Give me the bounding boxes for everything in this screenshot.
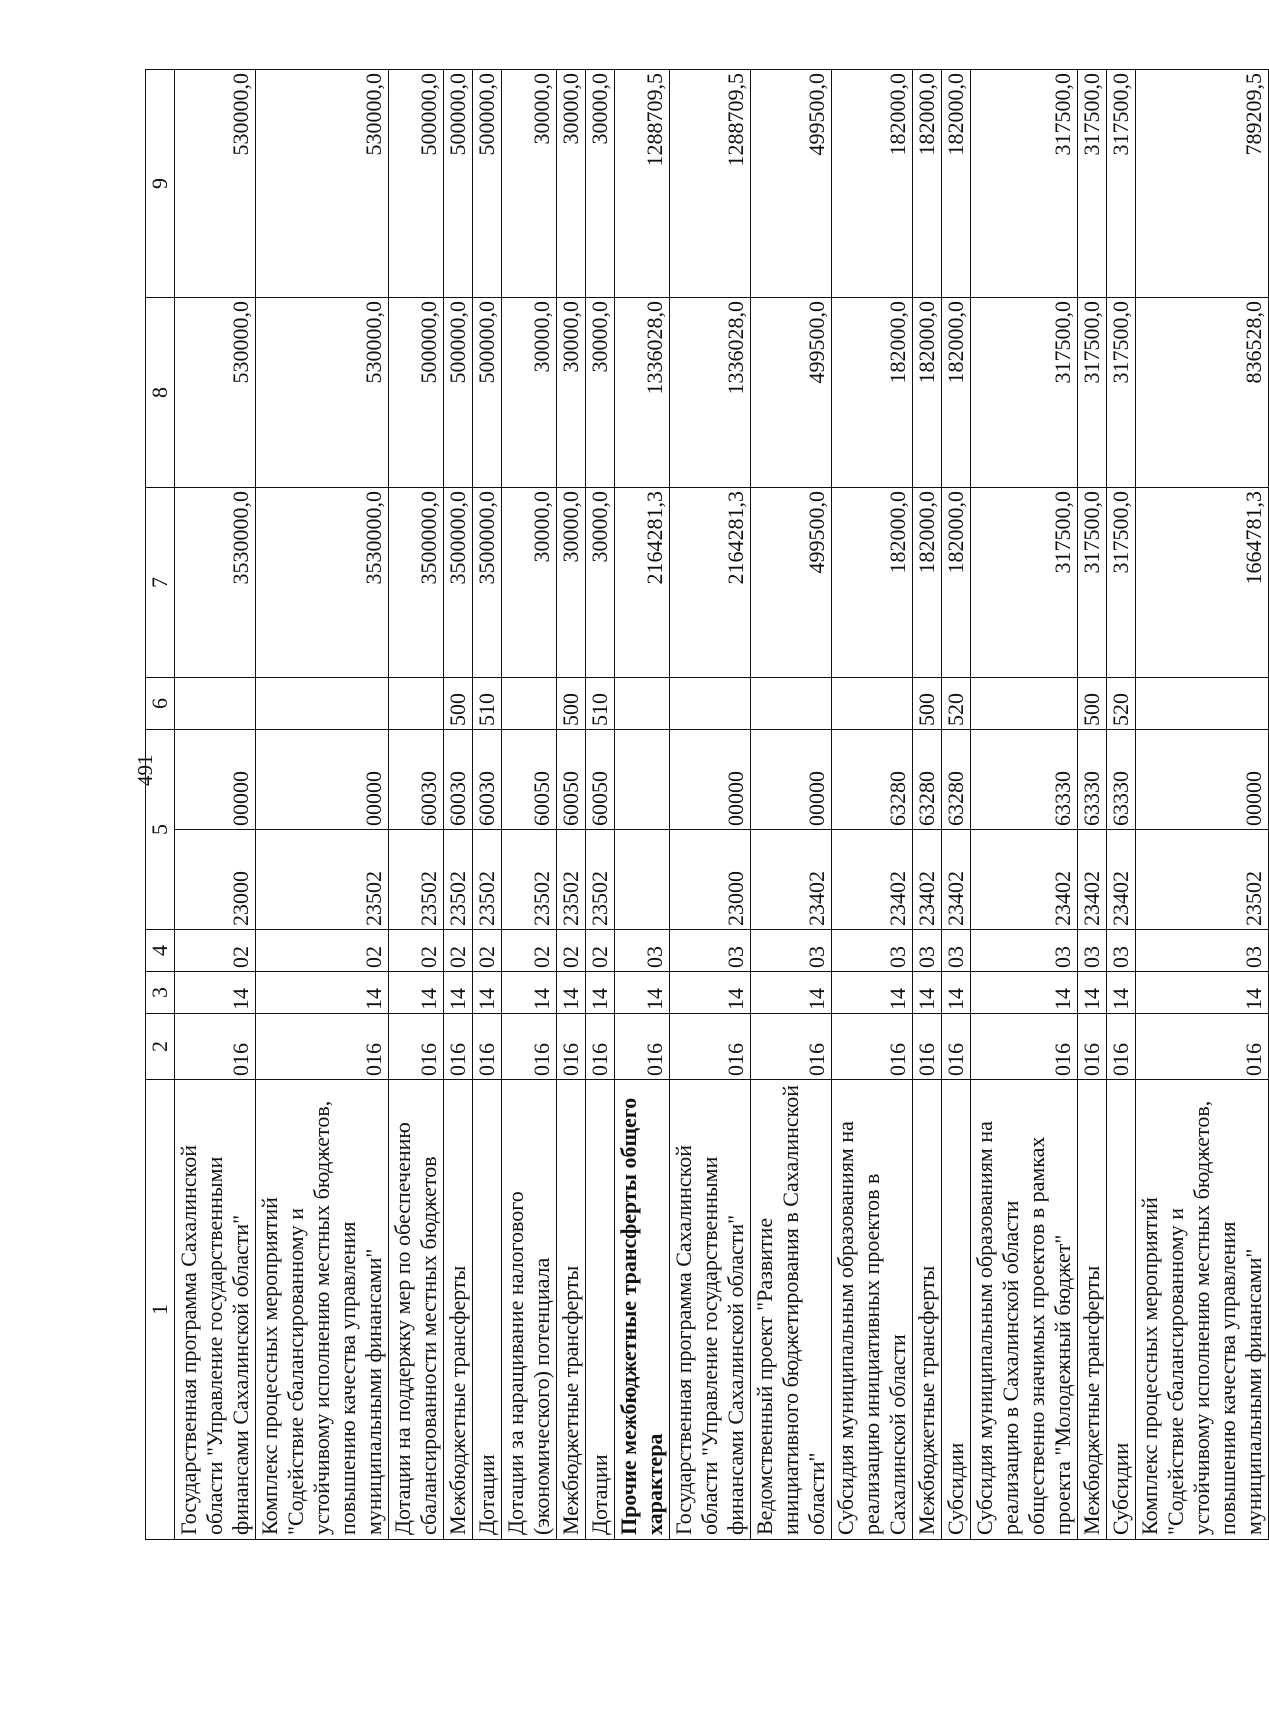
code-section-cell: 14 [670, 972, 751, 1014]
table-row [1136, 70, 1269, 1540]
row-name-cell: Субсидия муниципальным образованиям на реализацию инициативных проектов в Сахалинской области [832, 1080, 913, 1540]
row-name-cell: Дотации на поддержку мер по обеспечению сбалансированности местных бюджетов [389, 1080, 444, 1540]
amount-year-1-cell: 182000,0 [832, 488, 913, 678]
row-name-cell: Межбюджетные трансферты [557, 1080, 586, 1540]
table-row [473, 70, 502, 1540]
code-admin-cell: 016 [389, 1014, 444, 1080]
table-row [615, 70, 670, 1540]
code-section-cell: 14 [971, 972, 1078, 1014]
target-article-b-cell: 00000 [175, 730, 256, 830]
target-article-b-cell: 60050 [502, 730, 557, 830]
header-col-1: 1 [146, 1080, 175, 1540]
code-subsection-cell: 03 [615, 930, 670, 972]
row-name-cell: Межбюджетные трансферты [913, 1080, 942, 1540]
code-admin-cell: 016 [256, 1014, 389, 1080]
header-col-5: 5 [146, 730, 175, 930]
amount-year-2-cell: 530000,0 [256, 298, 389, 488]
amount-year-2-cell: 1336028,0 [615, 298, 670, 488]
amount-year-2-cell: 500000,0 [473, 298, 502, 488]
header-row [146, 70, 175, 1540]
target-article-a-cell: 23402 [1078, 830, 1107, 930]
target-article-a-cell: 23502 [256, 830, 389, 930]
row-name-cell: Комплекс процессных мероприятий "Содействие сбалансированному и устойчивому исполнению местных бюджетов, повышению качества управления муниципальными финансами" [256, 1080, 389, 1540]
amount-year-3-cell: 500000,0 [444, 70, 473, 298]
table-row [175, 70, 256, 1540]
code-section-cell: 14 [473, 972, 502, 1014]
target-article-b-cell [615, 730, 670, 830]
code-admin-cell: 016 [1107, 1014, 1136, 1080]
code-admin-cell: 016 [473, 1014, 502, 1080]
amount-year-1-cell: 182000,0 [942, 488, 971, 678]
expense-type-cell: 500 [1078, 678, 1107, 730]
table-body [175, 70, 1269, 1540]
amount-year-2-cell: 30000,0 [586, 298, 615, 488]
amount-year-3-cell: 317500,0 [1107, 70, 1136, 298]
row-name-cell: Государственная программа Сахалинской области "Управление государственными финансами Сахалинской области" [175, 1080, 256, 1540]
expense-type-cell [1136, 678, 1269, 730]
amount-year-1-cell: 30000,0 [586, 488, 615, 678]
code-section-cell: 14 [913, 972, 942, 1014]
target-article-a-cell: 23502 [389, 830, 444, 930]
target-article-b-cell: 60030 [444, 730, 473, 830]
table-row [971, 70, 1078, 1540]
header-col-4: 4 [146, 930, 175, 972]
amount-year-1-cell: 30000,0 [502, 488, 557, 678]
amount-year-3-cell: 182000,0 [832, 70, 913, 298]
target-article-a-cell: 23502 [557, 830, 586, 930]
amount-year-1-cell: 2164281,3 [670, 488, 751, 678]
code-admin-cell: 016 [971, 1014, 1078, 1080]
table-row [913, 70, 942, 1540]
amount-year-1-cell: 317500,0 [971, 488, 1078, 678]
header-col-2: 2 [146, 1014, 175, 1080]
amount-year-3-cell: 182000,0 [913, 70, 942, 298]
row-name-cell: Комплекс процессных мероприятий "Содействие сбалансированному и устойчивому исполнению местных бюджетов, повышению качества управления муниципальными финансами" [1136, 1080, 1269, 1540]
code-admin-cell: 016 [913, 1014, 942, 1080]
target-article-b-cell: 63330 [971, 730, 1078, 830]
amount-year-3-cell: 30000,0 [586, 70, 615, 298]
row-name-cell: Государственная программа Сахалинской области "Управление государственными финансами Сахалинской области" [670, 1080, 751, 1540]
amount-year-2-cell: 30000,0 [557, 298, 586, 488]
table-row [751, 70, 832, 1540]
target-article-a-cell: 23402 [1107, 830, 1136, 930]
code-admin-cell: 016 [502, 1014, 557, 1080]
expense-type-cell [670, 678, 751, 730]
amount-year-1-cell: 182000,0 [913, 488, 942, 678]
row-name-cell: Субсидия муниципальным образованиям на реализацию в Сахалинской области общественно значимых проектов в рамках проекта "Молодежный бюджет" [971, 1080, 1078, 1540]
target-article-a-cell: 23402 [751, 830, 832, 930]
code-admin-cell: 016 [175, 1014, 256, 1080]
code-subsection-cell: 03 [670, 930, 751, 972]
amount-year-1-cell: 2164281,3 [615, 488, 670, 678]
target-article-a-cell: 23402 [971, 830, 1078, 930]
row-name-cell: Дотации за наращивание налогового (экономического) потенциала [502, 1080, 557, 1540]
code-section-cell: 14 [615, 972, 670, 1014]
target-article-b-cell: 60030 [389, 730, 444, 830]
budget-table [145, 69, 1269, 1540]
amount-year-1-cell: 3500000,0 [389, 488, 444, 678]
table-row [832, 70, 913, 1540]
header-col-7: 7 [146, 488, 175, 678]
amount-year-1-cell: 499500,0 [751, 488, 832, 678]
row-name-cell: Субсидии [942, 1080, 971, 1540]
target-article-b-cell: 00000 [670, 730, 751, 830]
target-article-b-cell: 00000 [256, 730, 389, 830]
table-row [1107, 70, 1136, 1540]
expense-type-cell: 500 [913, 678, 942, 730]
code-subsection-cell: 02 [444, 930, 473, 972]
amount-year-1-cell: 30000,0 [557, 488, 586, 678]
code-section-cell: 14 [256, 972, 389, 1014]
amount-year-3-cell: 30000,0 [502, 70, 557, 298]
amount-year-2-cell: 317500,0 [1107, 298, 1136, 488]
target-article-a-cell: 23000 [175, 830, 256, 930]
code-admin-cell: 016 [670, 1014, 751, 1080]
target-article-a-cell: 23502 [473, 830, 502, 930]
amount-year-3-cell: 317500,0 [1078, 70, 1107, 298]
code-subsection-cell: 02 [389, 930, 444, 972]
expense-type-cell [971, 678, 1078, 730]
code-section-cell: 14 [942, 972, 971, 1014]
amount-year-1-cell: 3500000,0 [473, 488, 502, 678]
amount-year-1-cell: 3530000,0 [256, 488, 389, 678]
code-section-cell: 14 [1136, 972, 1269, 1014]
code-admin-cell: 016 [586, 1014, 615, 1080]
target-article-b-cell: 60050 [557, 730, 586, 830]
table-row [586, 70, 615, 1540]
target-article-a-cell: 23000 [670, 830, 751, 930]
amount-year-3-cell: 1288709,5 [615, 70, 670, 298]
target-article-a-cell: 23402 [832, 830, 913, 930]
amount-year-2-cell: 836528,0 [1136, 298, 1269, 488]
code-section-cell: 14 [1078, 972, 1107, 1014]
code-admin-cell: 016 [1136, 1014, 1269, 1080]
code-section-cell: 14 [832, 972, 913, 1014]
code-admin-cell: 016 [444, 1014, 473, 1080]
target-article-b-cell: 63280 [942, 730, 971, 830]
amount-year-2-cell: 1336028,0 [670, 298, 751, 488]
target-article-b-cell: 00000 [751, 730, 832, 830]
amount-year-2-cell: 182000,0 [913, 298, 942, 488]
amount-year-1-cell: 3530000,0 [175, 488, 256, 678]
expense-type-cell: 510 [586, 678, 615, 730]
expense-type-cell [256, 678, 389, 730]
code-subsection-cell: 03 [832, 930, 913, 972]
row-name-cell: Дотации [586, 1080, 615, 1540]
table-row [670, 70, 751, 1540]
header-col-6: 6 [146, 678, 175, 730]
amount-year-1-cell: 317500,0 [1107, 488, 1136, 678]
amount-year-3-cell: 182000,0 [942, 70, 971, 298]
code-section-cell: 14 [586, 972, 615, 1014]
amount-year-1-cell: 1664781,3 [1136, 488, 1269, 678]
amount-year-3-cell: 530000,0 [256, 70, 389, 298]
target-article-a-cell: 23402 [913, 830, 942, 930]
target-article-b-cell: 60050 [586, 730, 615, 830]
code-admin-cell: 016 [557, 1014, 586, 1080]
target-article-a-cell [615, 830, 670, 930]
code-subsection-cell: 02 [586, 930, 615, 972]
expense-type-cell [832, 678, 913, 730]
amount-year-1-cell: 3500000,0 [444, 488, 473, 678]
row-name-cell: Дотации [473, 1080, 502, 1540]
row-name-cell: Прочие межбюджетные трансферты общего характера [615, 1080, 670, 1540]
amount-year-3-cell: 317500,0 [971, 70, 1078, 298]
amount-year-3-cell: 499500,0 [751, 70, 832, 298]
amount-year-3-cell: 530000,0 [175, 70, 256, 298]
amount-year-3-cell: 789209,5 [1136, 70, 1269, 298]
code-admin-cell: 016 [942, 1014, 971, 1080]
code-subsection-cell: 02 [502, 930, 557, 972]
code-subsection-cell: 02 [175, 930, 256, 972]
code-subsection-cell: 02 [256, 930, 389, 972]
amount-year-2-cell: 499500,0 [751, 298, 832, 488]
table-row [942, 70, 971, 1540]
expense-type-cell: 520 [1107, 678, 1136, 730]
code-subsection-cell: 03 [942, 930, 971, 972]
code-admin-cell: 016 [751, 1014, 832, 1080]
code-admin-cell: 016 [615, 1014, 670, 1080]
expense-type-cell: 500 [557, 678, 586, 730]
target-article-a-cell: 23502 [444, 830, 473, 930]
header-col-9: 9 [146, 70, 175, 298]
code-section-cell: 14 [557, 972, 586, 1014]
code-subsection-cell: 03 [971, 930, 1078, 972]
amount-year-1-cell: 317500,0 [1078, 488, 1107, 678]
expense-type-cell: 520 [942, 678, 971, 730]
row-name-cell: Межбюджетные трансферты [1078, 1080, 1107, 1540]
row-name-cell: Субсидии [1107, 1080, 1136, 1540]
budget-table-rotated [145, 70, 1269, 1540]
amount-year-2-cell: 500000,0 [389, 298, 444, 488]
amount-year-3-cell: 1288709,5 [670, 70, 751, 298]
code-section-cell: 14 [444, 972, 473, 1014]
table-row [502, 70, 557, 1540]
target-article-b-cell: 63330 [1078, 730, 1107, 830]
code-subsection-cell: 02 [473, 930, 502, 972]
expense-type-cell [751, 678, 832, 730]
expense-type-cell [615, 678, 670, 730]
code-admin-cell: 016 [832, 1014, 913, 1080]
code-subsection-cell: 03 [751, 930, 832, 972]
target-article-b-cell: 00000 [1136, 730, 1269, 830]
expense-type-cell: 500 [444, 678, 473, 730]
amount-year-3-cell: 30000,0 [557, 70, 586, 298]
amount-year-3-cell: 500000,0 [473, 70, 502, 298]
target-article-a-cell: 23402 [942, 830, 971, 930]
page-number: 491 [133, 754, 157, 786]
table-row [444, 70, 473, 1540]
code-subsection-cell: 03 [1078, 930, 1107, 972]
amount-year-2-cell: 182000,0 [832, 298, 913, 488]
target-article-b-cell: 63280 [913, 730, 942, 830]
row-name-cell: Межбюджетные трансферты [444, 1080, 473, 1540]
expense-type-cell [175, 678, 256, 730]
code-section-cell: 14 [1107, 972, 1136, 1014]
code-admin-cell: 016 [1078, 1014, 1107, 1080]
amount-year-2-cell: 317500,0 [971, 298, 1078, 488]
amount-year-2-cell: 317500,0 [1078, 298, 1107, 488]
code-subsection-cell: 02 [557, 930, 586, 972]
code-section-cell: 14 [502, 972, 557, 1014]
amount-year-2-cell: 30000,0 [502, 298, 557, 488]
target-article-b-cell: 63330 [1107, 730, 1136, 830]
table-row [389, 70, 444, 1540]
expense-type-cell: 510 [473, 678, 502, 730]
amount-year-2-cell: 182000,0 [942, 298, 971, 488]
expense-type-cell [389, 678, 444, 730]
table-row [1078, 70, 1107, 1540]
expense-type-cell [502, 678, 557, 730]
code-section-cell: 14 [751, 972, 832, 1014]
table-row [256, 70, 389, 1540]
amount-year-2-cell: 530000,0 [175, 298, 256, 488]
code-subsection-cell: 03 [1136, 930, 1269, 972]
code-section-cell: 14 [389, 972, 444, 1014]
target-article-b-cell: 63280 [832, 730, 913, 830]
amount-year-3-cell: 500000,0 [389, 70, 444, 298]
row-name-cell: Ведомственный проект "Развитие инициативного бюджетирования в Сахалинской области" [751, 1080, 832, 1540]
target-article-a-cell: 23502 [502, 830, 557, 930]
code-subsection-cell: 03 [1107, 930, 1136, 972]
amount-year-2-cell: 500000,0 [444, 298, 473, 488]
header-col-8: 8 [146, 298, 175, 488]
table-row [557, 70, 586, 1540]
code-section-cell: 14 [175, 972, 256, 1014]
code-subsection-cell: 03 [913, 930, 942, 972]
target-article-a-cell: 23502 [1136, 830, 1269, 930]
header-col-3: 3 [146, 972, 175, 1014]
target-article-a-cell: 23502 [586, 830, 615, 930]
target-article-b-cell: 60030 [473, 730, 502, 830]
